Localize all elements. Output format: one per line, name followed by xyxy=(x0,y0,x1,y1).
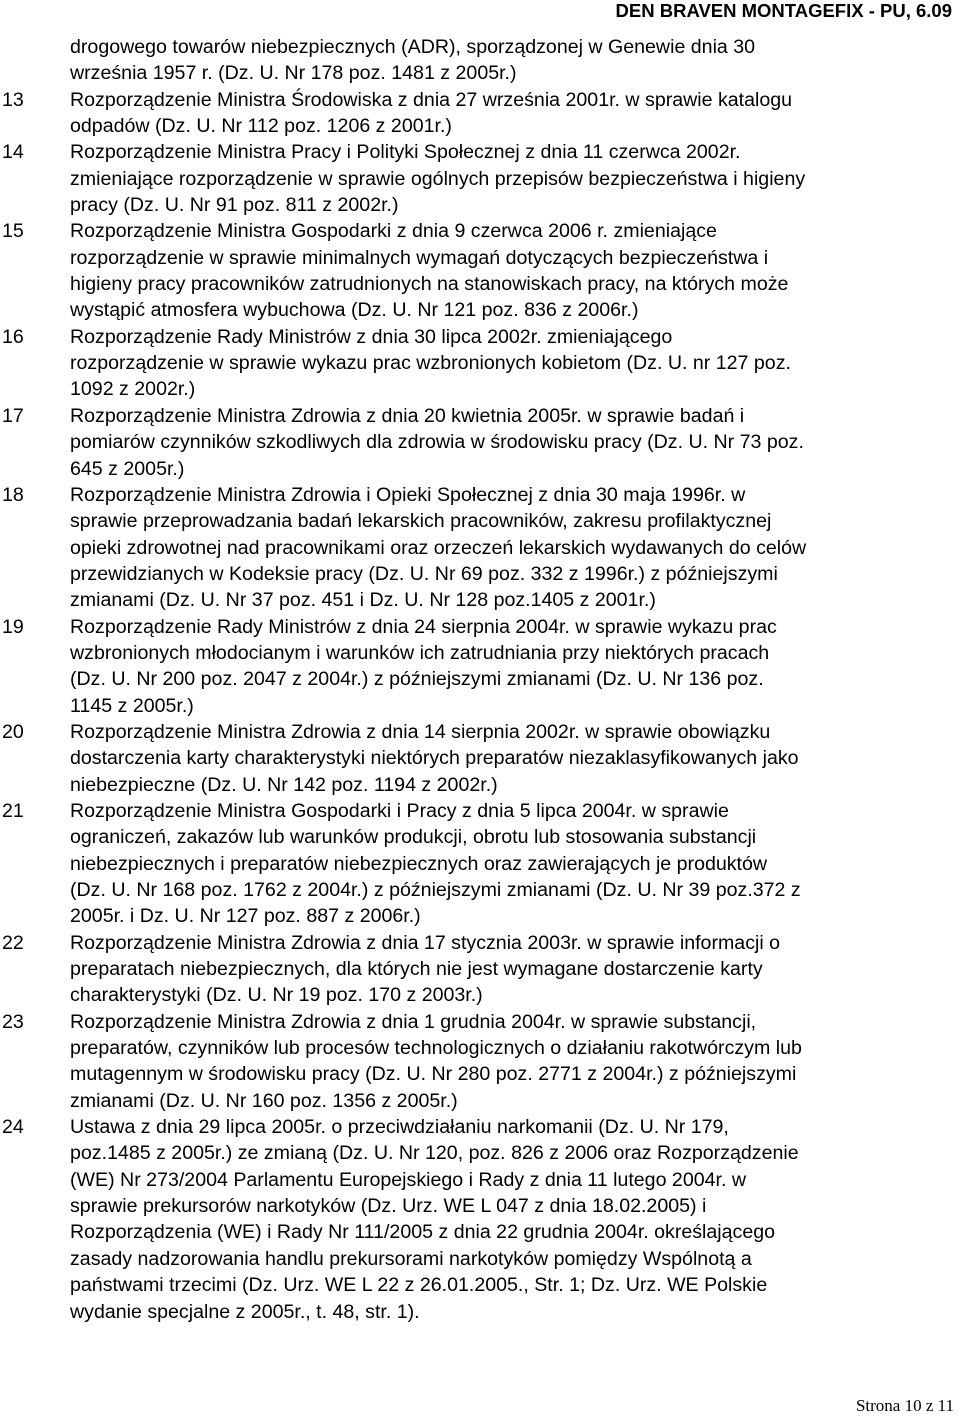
regulation-entry xyxy=(2,324,958,403)
entry-text-line: dostarczenia karty charakterystyki niektórych preparatów niezaklasyfikowanych jako xyxy=(70,747,799,770)
entry-text-line: państwami trzecimi (Dz. Urz. WE L 22 z 26.01.2005., Str. 1; Dz. Urz. WE Polskie xyxy=(70,1274,768,1297)
entry-text-line: wystąpić atmosfera wybuchowa (Dz. U. Nr 121 poz. 836 z 2006r.) xyxy=(70,299,639,322)
entry-text-line: 1092 z 2002r.) xyxy=(70,378,196,401)
entry-text-line: drogowego towarów niebezpiecznych (ADR), sporządzonej w Genewie dnia 30 xyxy=(70,36,756,58)
entry-text-line: pomiarów czynników szkodliwych dla zdrowia w środowisku pracy (Dz. U. Nr 73 poz. xyxy=(70,431,804,454)
entry-text-line: Rozporządzenie Ministra Zdrowia i Opieki Społecznej z dnia 30 maja 1996r. w xyxy=(70,483,746,506)
entry-text-line: Rozporządzenie Ministra Środowiska z dnia 27 września 2001r. w sprawie katalogu xyxy=(70,88,793,111)
entry-text-line: Rozporządzenie Ministra Zdrowia z dnia 1 grudnia 2004r. w sprawie substancji, xyxy=(70,1010,757,1033)
entry-text-line: Rozporządzenie Ministra Zdrowia z dnia 17 stycznia 2003r. w sprawie informacji o xyxy=(70,931,781,954)
entry-text-line: 1145 z 2005r.) xyxy=(70,694,194,717)
entry-text-line: Rozporządzenie Rady Ministrów z dnia 24 sierpnia 2004r. w sprawie wykazu prac xyxy=(70,615,777,638)
entry-text-line: zmianami (Dz. U. Nr 37 poz. 451 i Dz. U. Nr 128 poz.1405 z 2001r.) xyxy=(70,589,656,612)
entry-number: 23 xyxy=(2,1010,24,1033)
entry-number: 16 xyxy=(2,325,24,348)
entry-text-line: niebezpieczne (Dz. U. Nr 142 poz. 1194 z 2002r.) xyxy=(70,773,498,796)
entry-text-line: Rozporządzenie Ministra Gospodarki z dnia 9 czerwca 2006 r. zmieniające xyxy=(70,220,717,243)
regulation-entry xyxy=(2,482,958,614)
regulation-entry xyxy=(2,930,958,1009)
entry-text-line: niebezpiecznych i preparatów niebezpiecznych oraz zawierających je produktów xyxy=(70,852,768,875)
entry-text-line: preparatów, czynników lub procesów technologicznych o działaniu rakotwórczym lub xyxy=(70,1037,802,1060)
entry-text-line: zmieniające rozporządzenie w sprawie ogólnych przepisów bezpieczeństwa i higieny xyxy=(70,167,806,190)
entry-text-line: opieki zdrowotnej nad pracownikami oraz orzeczeń lekarskich wydawanych do celów xyxy=(70,536,807,559)
regulation-entry xyxy=(2,1114,958,1325)
entry-text-line: przewidzianych w Kodeksie pracy (Dz. U. Nr 69 poz. 332 z 1996r.) z późniejszymi xyxy=(70,562,778,585)
entry-text-line: charakterystyki (Dz. U. Nr 19 poz. 170 z 2003r.) xyxy=(70,984,483,1007)
regulation-entry xyxy=(2,798,958,930)
entry-text-line: zasady nadzorowania handlu prekursorami narkotyków pomiędzy Wspólnotą a xyxy=(70,1247,752,1270)
regulation-entry xyxy=(2,139,958,218)
entry-number: 18 xyxy=(2,483,24,506)
entry-text-line: Ustawa z dnia 29 lipca 2005r. o przeciwdziałaniu narkomanii (Dz. U. Nr 179, xyxy=(70,1116,729,1139)
entry-text-line: września 1957 r. (Dz. U. Nr 178 poz. 1481 z 2005r.) xyxy=(70,62,517,85)
entry-number: 20 xyxy=(2,720,24,743)
regulation-entry xyxy=(2,1009,958,1114)
entry-text-line: sprawie przeprowadzania badań lekarskich pracowników, zakresu profilaktycznej xyxy=(70,510,772,533)
regulation-entry xyxy=(2,34,958,87)
entry-text-line: wzbronionych młodocianym i warunków ich zatrudniania przy niektórych pracach xyxy=(70,641,770,664)
entry-number: 19 xyxy=(2,615,24,638)
entry-text-line: wydanie specjalne z 2005r., t. 48, str. 1). xyxy=(70,1300,420,1323)
regulation-entry xyxy=(2,403,958,482)
entry-text-line: Rozporządzenie Ministra Pracy i Polityki Społecznej z dnia 11 czerwca 2002r. xyxy=(70,141,741,164)
entry-text-line: 645 z 2005r.) xyxy=(70,457,185,480)
entry-text-line: zmianami (Dz. U. Nr 160 poz. 1356 z 2005r.) xyxy=(70,1089,458,1112)
entry-text-line: sprawie prekursorów narkotyków (Dz. Urz. WE L 047 z dnia 18.02.2005) i xyxy=(70,1195,707,1218)
entry-text-line: rozporządzenie w sprawie wykazu prac wzbronionych kobietom (Dz. U. nr 127 poz. xyxy=(70,352,791,375)
regulation-entry xyxy=(2,614,958,719)
regulation-entry xyxy=(2,719,958,798)
entry-text-line: poz.1485 z 2005r.) ze zmianą (Dz. U. Nr 120, poz. 826 z 2006 oraz Rozporządzenie xyxy=(70,1142,799,1165)
entry-text-line: preparatach niebezpiecznych, dla których nie jest wymagane dostarczenie karty xyxy=(70,958,763,981)
entry-text-line: Rozporządzenie Ministra Gospodarki i Pracy z dnia 5 lipca 2004r. w sprawie xyxy=(70,799,729,822)
regulation-entry xyxy=(2,218,958,323)
entry-number: 21 xyxy=(2,799,24,822)
page-number: Strona 10 z 11 xyxy=(855,1396,954,1415)
document-header: DEN BRAVEN MONTAGEFIX - PU, 6.09 xyxy=(615,0,952,21)
entry-text-line: 2005r. i Dz. U. Nr 127 poz. 887 z 2006r.) xyxy=(70,905,421,928)
entry-text-line: pracy (Dz. U. Nr 91 poz. 811 z 2002r.) xyxy=(70,194,399,217)
entry-text-line: Rozporządzenie Ministra Zdrowia z dnia 14 sierpnia 2002r. w sprawie obowiązku xyxy=(70,720,771,743)
entry-text-line: higieny pracy pracowników zatrudnionych na stanowiskach pracy, na których może xyxy=(70,273,789,296)
entry-text-line: (WE) Nr 273/2004 Parlamentu Europejskiego i Rady z dnia 11 lutego 2004r. w xyxy=(70,1168,746,1191)
entry-number: 14 xyxy=(2,141,24,164)
regulation-entry xyxy=(2,87,958,140)
entry-text-line: ograniczeń, zakazów lub warunków produkcji, obrotu lub stosowania substancji xyxy=(70,826,757,849)
entry-text-line: Rozporządzenia (WE) i Rady Nr 111/2005 z dnia 22 grudnia 2004r. określającego xyxy=(70,1221,776,1244)
entry-text-line: (Dz. U. Nr 200 poz. 2047 z 2004r.) z późniejszymi zmianami (Dz. U. Nr 136 poz. xyxy=(70,668,764,691)
entry-number: 15 xyxy=(2,220,24,243)
entry-text-line: rozporządzenie w sprawie minimalnych wymagań dotyczących bezpieczeństwa i xyxy=(70,246,769,269)
entry-number: 13 xyxy=(2,88,24,111)
entry-text-line: (Dz. U. Nr 168 poz. 1762 z 2004r.) z późniejszymi zmianami (Dz. U. Nr 39 poz.372 z xyxy=(70,879,801,901)
entry-number: 17 xyxy=(2,404,24,427)
entry-number: 22 xyxy=(2,931,24,954)
entry-text-line: Rozporządzenie Rady Ministrów z dnia 30 lipca 2002r. zmieniającego xyxy=(70,325,673,348)
entry-number: 24 xyxy=(2,1116,24,1139)
entry-text-line: Rozporządzenie Ministra Zdrowia z dnia 20 kwietnia 2005r. w sprawie badań i xyxy=(70,404,745,427)
entry-text-line: mutagennym w środowisku pracy (Dz. U. Nr 280 poz. 2771 z 2004r.) z późniejszymi xyxy=(70,1063,797,1086)
entry-text-line: odpadów (Dz. U. Nr 112 poz. 1206 z 2001r.) xyxy=(70,115,452,138)
regulation-list xyxy=(2,34,958,1325)
